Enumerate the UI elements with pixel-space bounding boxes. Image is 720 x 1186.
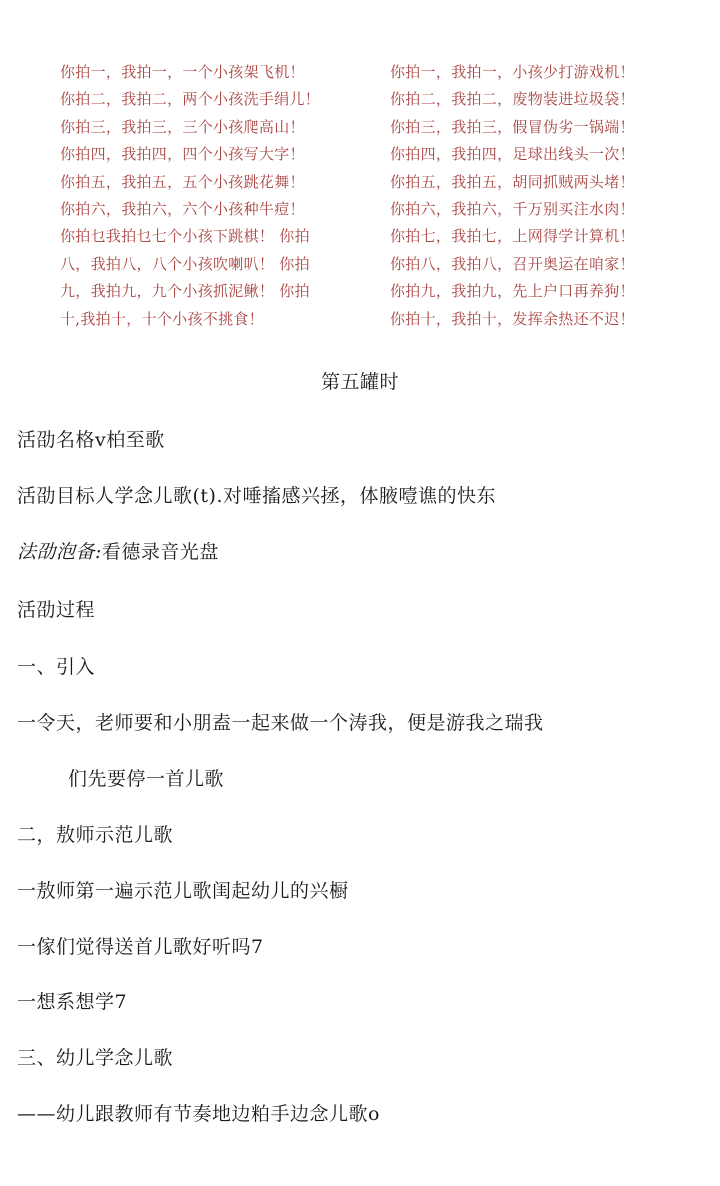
activity-prep-text: 看德录音光盘 [101, 541, 219, 563]
rhyme-line: 八，我拍八，八个小孩吹喇叭！ 你拍 [60, 254, 310, 273]
rhyme-line: 你拍五，我拍五，胡同抓贼两头堵！ [390, 172, 635, 191]
step2-line: 一傢们觉得送首儿歌好听吗7 [17, 936, 264, 958]
step1-heading: 一、引入 [17, 656, 96, 678]
rhyme-line: 你拍十，我拍十，发挥余热还不迟！ [390, 309, 635, 328]
step2-heading: 二，敖师示范儿歌 [17, 824, 174, 846]
rhyme-line: 你拍一，我拍一，小孩少打游戏机！ [390, 63, 635, 81]
rhyme-line: 你拍六，我拍六，六个小孩种牛痘！ [60, 199, 305, 218]
rhyme-line: 你拍四，我拍四，四个小孩写大字！ [60, 145, 305, 164]
rhyme-line: 你拍八，我拍八，召开奥运在咱家！ [390, 254, 635, 273]
rhyme-line: 你拍二，我拍二，两个小孩洗手绢儿！ [60, 90, 321, 109]
activity-goal: 活劭目标人学念儿歌(t).对唾搐感兴拯，体腋噎谯的快东 [17, 485, 497, 507]
rhymes-right-column [390, 59, 690, 333]
rhyme-line: 你拍一，我拍一，一个小孩架飞机！ [60, 63, 305, 81]
rhyme-line: 你拍六，我拍六，千万别买注水肉！ [390, 199, 635, 218]
rhyme-line: 你拍二，我拍二，废物装进垃圾袋！ [390, 90, 635, 109]
step3-line: ——幼儿跟教师有节奏地边粕手边念儿歌o [17, 1103, 380, 1125]
step2-line: 一敖师第一遍示范儿歌闺起幼儿的兴橱 [17, 880, 349, 902]
rhymes-left-column [60, 59, 350, 333]
process-heading: 活劭过程 [17, 599, 96, 621]
activity-preparation [17, 537, 219, 564]
rhyme-line: 你拍七，我拍七，上网得学计算机！ [390, 227, 635, 246]
rhyme-line: 十,我拍十，十个小孩不挑食！ [60, 309, 264, 328]
rhyme-line: 你拍三，我拍三，三个小孩爬高山！ [60, 117, 305, 136]
section-title: 第五罐时 [320, 371, 399, 393]
activity-prep-label: 法劭泡备: [17, 541, 102, 563]
rhyme-line: 你拍九，我拍九，先上户口再养狗！ [390, 282, 635, 301]
step1-line: 们先要停一首儿歌 [68, 768, 225, 790]
step2-line: 一想系想学7 [17, 991, 128, 1013]
activity-name: 活劭名格v柏至歌 [17, 429, 165, 451]
rhyme-line: 九，我拍九，九个小孩抓泥鳅！ 你拍 [60, 282, 310, 301]
rhyme-line: 你拍乜我拍乜七个小孩下跳棋！ 你拍 [60, 227, 310, 246]
step3-heading: 三、幼儿学念儿歌 [17, 1047, 174, 1069]
step1-line: 一令天，老师要和小朋盍一起来做一个涛我，便是游我之瑞我 [17, 712, 544, 734]
rhyme-line: 你拍三，我拍三，假冒伪劣一锅端！ [390, 117, 635, 136]
rhyme-line: 你拍四，我拍四，足球出线头一次！ [390, 145, 635, 164]
rhyme-line: 你拍五，我拍五，五个小孩跳花舞！ [60, 172, 305, 191]
